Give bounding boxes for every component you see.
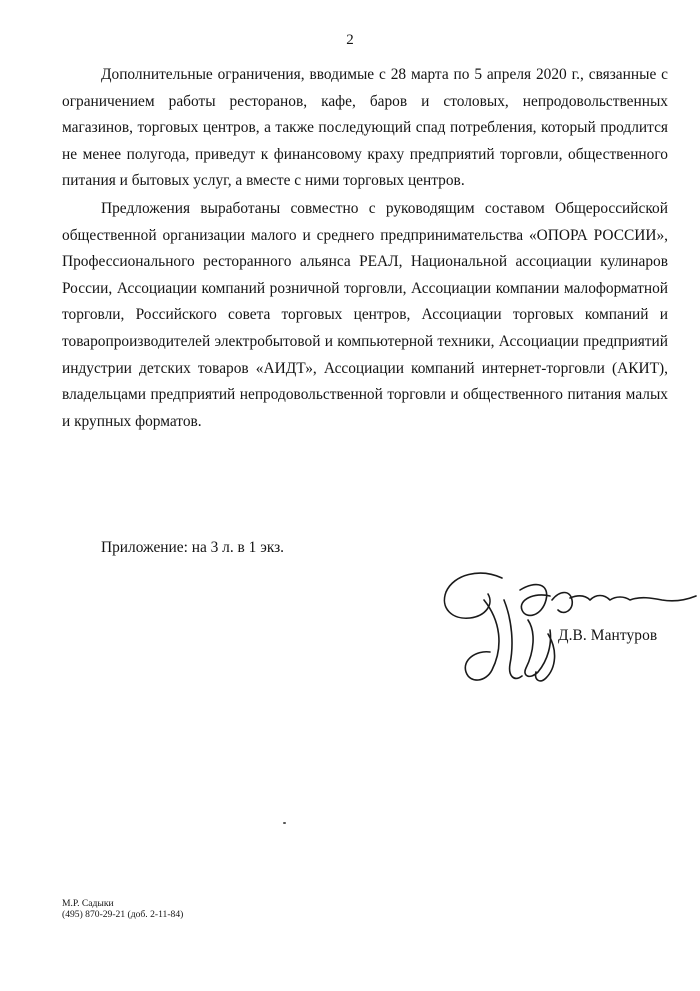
executor-name: М.Р. Садыки xyxy=(62,898,114,909)
letter-body xyxy=(62,62,668,435)
signer-name: Д.В. Мантуров xyxy=(558,627,658,644)
executor-info xyxy=(62,898,183,920)
handwritten-signature-icon xyxy=(440,560,700,690)
page-number: 2 xyxy=(346,32,354,48)
attachment-note: Приложение: на 3 л. в 1 экз. xyxy=(101,539,285,556)
executor-phone: (495) 870-29-21 (доб. 2-11-84) xyxy=(62,909,184,920)
paragraph-proposals: Предложения выработаны совместно с руководящим составом Общероссийской общественной организации малого и среднего предпринимательства «ОПОРА РОССИИ», Профессионального ресторанного альянса РЕАЛ, Национальной ассоциации кулинаров России, Ассоциации компаний розничной торговли, Ассоциации компании малоформатной торговли, Российского совета торговых центров, Ассоциации торговых компаний и товаропроизводителей электробытовой и компьютерной техники, Ассоциации предприятий индустрии детских товаров «АИДТ», Ассоциации компаний интернет-торговли (АКИТ), владельцами предприятий непродовольственной торговли и общественного питания малых и крупных форматов. xyxy=(62,199,668,430)
paragraph-restrictions: Дополнительные ограничения, вводимые с 28 марта по 5 апреля 2020 г., связанные с ограничением работы ресторанов, кафе, баров и столовых, непродовольственных магазинов, торговых центров, а также последующий спад потребления, который продлится не менее полугода, приведут к финансовому краху предприятий торговли, общественного питания и бытовых услуг, а вместе с ними торговых центров. xyxy=(62,66,668,190)
scan-speck xyxy=(283,822,286,824)
